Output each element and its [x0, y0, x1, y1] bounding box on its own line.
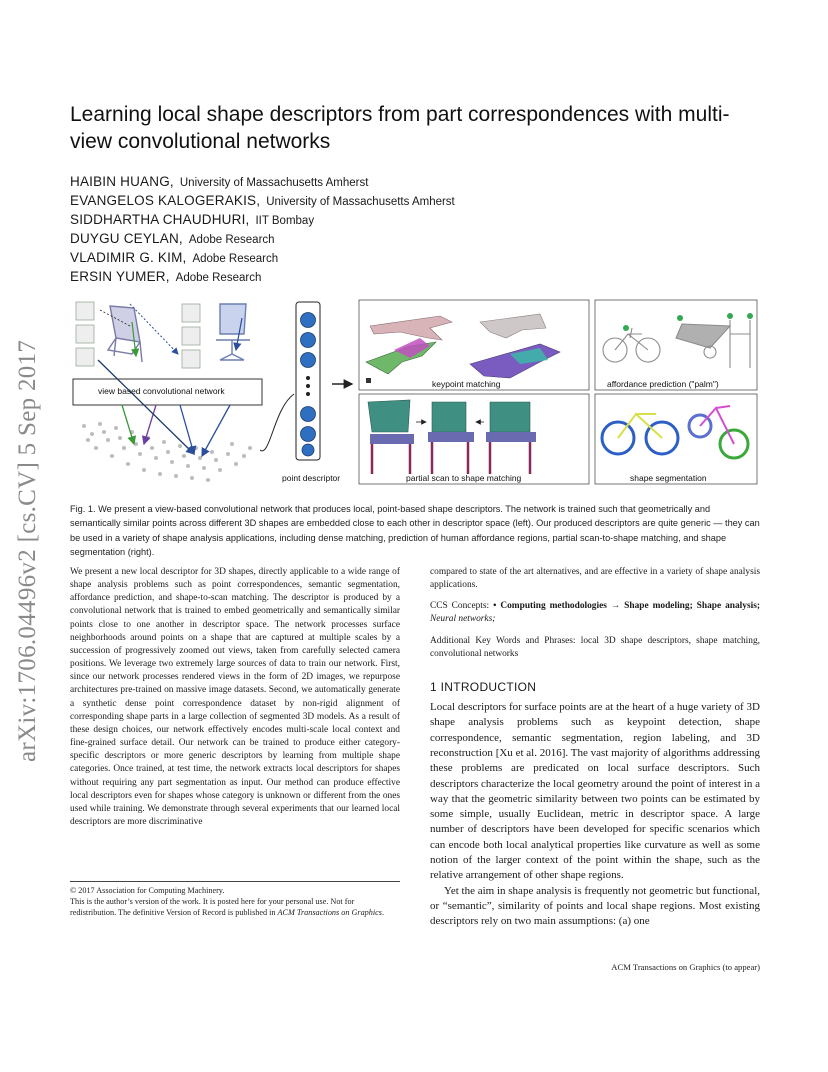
journal-name: ACM Transactions on Graphics	[277, 908, 382, 917]
author-line	[70, 248, 770, 267]
author-name: HAIBIN HUANG,	[70, 174, 174, 189]
author-affiliation: Adobe Research	[188, 234, 275, 246]
keypoint-matching-label: keypoint matching	[432, 379, 501, 389]
author-affiliation: University of Massachusetts Amherst	[266, 196, 455, 208]
arxiv-stamp: arXiv:1706.04496v2 [cs.CV] 5 Sep 2017	[14, 339, 41, 762]
intro-paragraph: Local descriptors for surface points are at the heart of a huge variety of 3D shape analysis problems such as keypoint detection, shape correspondence, semantic segmentation, region labeling, and 3D reconstruction [Xu et al. 2016]. The vast majority of algorithms addressing these problems are predicated on local surface descriptors. Such descriptors characterize the local geometry around the point of interest in a way that the geometric similarity between two points can be estimated by some simple, usually Euclidean, metric in descriptor space. A large number of descriptors have been developed for specific scenarios which can encode both local analytical properties like curvature as well as some notion of the larger context of the point within the shape, such as the relative arrangement of other shape regions.	[430, 701, 760, 882]
ccs-prefix: CCS Concepts:	[430, 601, 494, 612]
right-column	[430, 566, 760, 930]
author-name: EVANGELOS KALOGERAKIS,	[70, 193, 261, 208]
author-name: DUYGU CEYLAN,	[70, 231, 183, 246]
partial-scan-label: partial scan to shape matching	[406, 473, 522, 483]
author-affiliation: University of Massachusetts Amherst	[179, 177, 369, 189]
author-affiliation: Adobe Research	[175, 272, 262, 284]
network-label: view based convolutional network	[98, 386, 225, 396]
section-heading: 1 INTRODUCTION	[430, 679, 537, 694]
segmentation-label: shape segmentation	[630, 473, 707, 483]
affordance-label: affordance prediction ("palm")	[607, 379, 719, 389]
footnote	[70, 885, 400, 918]
author-line	[70, 210, 770, 229]
abstract: We present a new local descriptor for 3D shapes, directly applicable to a wide range of shape analysis problems such as point correspondences, semantic segmentation, affordance prediction, and shape-to-scan matching. The descriptor is produced by a convolutional network that is trained to embed geometrically and semantically similar points close to one another in descriptor space. The network processes surface neighborhoods around points on a shape that are captured at multiple scales by a succession of progressively zoomed out views, taken from carefully selected camera positions. We leverage two extremely large sources of data to train our network. First, since our network processes rendered views in the form of 2D images, we repurpose architectures pre-trained on massive image datasets. Second, we automatically generate a synthetic dense point correspondence dataset by non-rigid alignment of corresponding shape parts in a large collection of segmented 3D models. As a result of these design choices, our network effectively encodes multi-scale local context and fine-grained surface detail. Our network can be trained to produce either category-specific descriptors or more generic descriptors by learning from multiple shape categories. Once trained, at test time, the network extracts local descriptors for shapes without requiring any part segmentation as input. Our method can produce effective local descriptors even for shapes whose category is unknown or different from the ones used while training. We demonstrate through several experiments that our learned local descriptors are more discriminative	[70, 567, 400, 827]
office-chair-shape	[216, 304, 250, 360]
ccs-concepts	[430, 600, 760, 626]
teaser-figure	[70, 298, 760, 488]
author-line	[70, 229, 770, 248]
author-affiliation: Adobe Research	[192, 253, 279, 265]
ccs-bold-terms: • Computing methodologies → Shape modeling; Shape analysis;	[493, 601, 760, 612]
ccs-italic-terms: Neural networks;	[430, 614, 496, 625]
descriptor-point-cloud	[82, 422, 252, 482]
descriptor-label: point descriptor	[282, 473, 341, 483]
footnote-text: This is the author’s version of the work. It is posted here for your personal use. Not for redistribution. The definitive Version of Record is published in ACM Transactions on Graphics.	[70, 897, 384, 917]
figure-caption: Fig. 1. We present a view-based convolutional network that produces local, point-based shape descriptors. The network is trained such that geometrically and semantically similar points across different 3D shapes are embedded close to each other in descriptor space (left). Our produced descriptors are quite generic — they can be used in a variety of shape analysis applications, including dense matching, prediction of human affordance regions, partial scan-to-shape matching, and shape segmentation (right).	[70, 504, 760, 558]
chair-shape	[108, 306, 142, 362]
keywords: Additional Key Words and Phrases: local 3D shape descriptors, shape matching, convolutional networks	[430, 635, 760, 659]
author-name: SIDDHARTHA CHAUDHURI,	[70, 212, 250, 227]
author-name: ERSIN YUMER,	[70, 269, 170, 284]
author-line	[70, 191, 770, 210]
author-line	[70, 267, 770, 286]
footnote-rule	[70, 881, 400, 882]
ellipsis-dots	[306, 376, 310, 396]
author-affiliation: IIT Bombay	[255, 215, 315, 227]
author-list	[70, 172, 770, 286]
intro-text	[430, 700, 760, 929]
running-footer: ACM Transactions on Graphics (to appear)	[611, 962, 760, 972]
copyright-line: © 2017 Association for Computing Machinery.	[70, 886, 225, 895]
author-line	[70, 172, 770, 191]
author-name: VLADIMIR G. KIM,	[70, 250, 187, 265]
intro-paragraph: Yet the aim in shape analysis is frequently not geometric but functional, or “semantic”, similarity of points and local shape regions. Most existing descriptors rely on two main assumptions: (a) one	[430, 884, 760, 928]
paper-title: Learning local shape descriptors from part correspondences with multi-view convolutional networks	[70, 103, 730, 153]
abstract-continuation: compared to state of the art alternatives, and are effective in a variety of shape analysis applications.	[430, 567, 760, 591]
